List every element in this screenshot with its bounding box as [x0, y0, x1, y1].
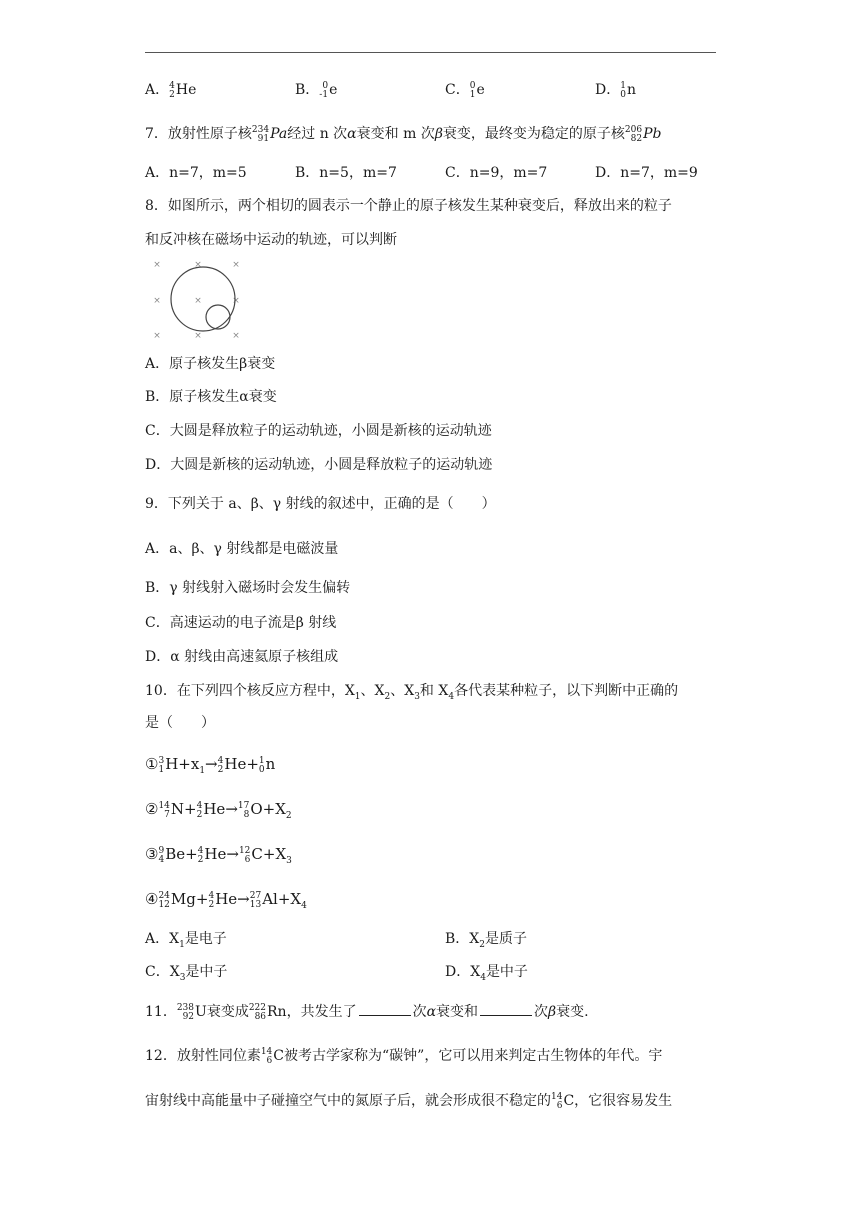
field-mark: × [153, 296, 161, 306]
field-mark: × [194, 331, 202, 341]
q8-stem-line2: 和反冲核在磁场中运动的轨迹，可以判断 [145, 232, 397, 248]
q8-option-b[interactable]: B．原子核发生α衰变 [145, 389, 277, 405]
q7-stem: 7．放射性原子核 234 91 Pa经过 n 次α衰变和 m 次β衰变，最终变为稳定的原子核 206 82 Pb [145, 125, 662, 144]
answer-blank[interactable] [480, 1002, 532, 1016]
field-mark: × [153, 260, 161, 270]
q12-line1: 12．放射性同位素 14 6 C被考古学家称为“碳钟”，它可以用来判定古生物体的年代。宇 [145, 1047, 663, 1066]
q10-equation-3: ③ 9 4 Be+ 4 2 He→ 12 6 $C+X_3$ [145, 845, 292, 866]
small-circle [206, 305, 230, 329]
field-mark: × [232, 260, 240, 270]
q10-stem-line1: 10．在下列四个核反应方程中，$X_1$、$X_2$、$X_3$和 $X_4$各代表某种粒子，以下判断中正确的 [145, 683, 679, 702]
q10-stem-line2: 是（ ） [145, 715, 215, 731]
q6-option-a[interactable]: A． 4 2 He [145, 81, 197, 100]
tangent-circles-figure [150, 258, 242, 342]
q10-option-d[interactable]: D．$X_4$是中子 [445, 964, 528, 983]
large-circle [171, 267, 235, 331]
q7-option-b[interactable]: B．n=5，m=7 [295, 165, 397, 181]
q10-option-a[interactable]: A．$X_1$是电子 [145, 931, 227, 950]
q7-option-a[interactable]: A．n=7，m=5 [145, 165, 247, 181]
q10-equation-2: ② 14 7 N+ 4 2 He→ 17 8 $O+X_2$ [145, 800, 292, 821]
q6-option-c[interactable]: C． 0 1 e [445, 81, 485, 100]
q8-stem-line1: 8．如图所示，两个相切的圆表示一个静止的原子核发生某种衰变后，释放出来的粒子 [145, 198, 672, 214]
q10-option-b[interactable]: B．$X_2$是质子 [445, 931, 527, 950]
q12-line2: 宙射线中高能量中子碰撞空气中的氮原子后，就会形成很不稳定的 14 6 C，它很容易发生 [145, 1092, 673, 1111]
field-mark: × [232, 296, 240, 306]
q7-option-c[interactable]: C．n=9，m=7 [445, 165, 548, 181]
nuclide-pa: 234 91 Pa [251, 125, 288, 144]
field-mark: × [194, 260, 202, 270]
q9-option-d[interactable]: D．α 射线由高速氦原子核组成 [145, 649, 339, 665]
nuclide: 0 -1 e [319, 81, 338, 100]
q8-option-d[interactable]: D．大圆是新核的运动轨迹，小圆是释放粒子的运动轨迹 [145, 457, 493, 473]
answer-blank[interactable] [359, 1002, 411, 1016]
q8-option-c[interactable]: C．大圆是释放粒子的运动轨迹，小圆是新核的运动轨迹 [145, 423, 492, 439]
nuclide-pb: 206 82 Pb [624, 125, 662, 144]
field-mark: × [232, 331, 240, 341]
q7-option-d[interactable]: D．n=7，m=9 [595, 165, 698, 181]
q8-option-a[interactable]: A．原子核发生β衰变 [145, 356, 276, 372]
q10-equation-4: ④ 24 12 Mg+ 4 2 He→ 27 13 $Al+X_4$ [145, 890, 307, 911]
nuclide: 1 0 n [620, 81, 636, 100]
field-mark: × [153, 331, 161, 341]
q11-stem: 11． 238 92 U衰变成 222 86 Rn，共发生了 次α衰变和 次β衰变. [145, 1003, 589, 1022]
field-mark: × [194, 296, 202, 306]
q10-equation-1: ① 3 1 $H+x_1\to$ 4 2 He+ 1 0 n [145, 755, 276, 776]
q9-option-b[interactable]: B．γ 射线射入磁场时会发生偏转 [145, 580, 351, 596]
q9-option-a[interactable]: A．a、β、γ 射线都是电磁波量 [145, 541, 339, 557]
q10-option-c[interactable]: C．$X_3$是中子 [145, 964, 228, 983]
header-rule [145, 52, 716, 53]
nuclide: 0 1 e [469, 81, 485, 100]
nuclide: 4 2 He [169, 81, 197, 100]
q9-stem: 9．下列关于 a、β、γ 射线的叙述中，正确的是（ ） [145, 496, 496, 512]
q6-option-b[interactable]: B． 0 -1 e [295, 81, 338, 100]
q6-option-d[interactable]: D． 1 0 n [595, 81, 636, 100]
q9-option-c[interactable]: C．高速运动的电子流是β 射线 [145, 615, 337, 631]
